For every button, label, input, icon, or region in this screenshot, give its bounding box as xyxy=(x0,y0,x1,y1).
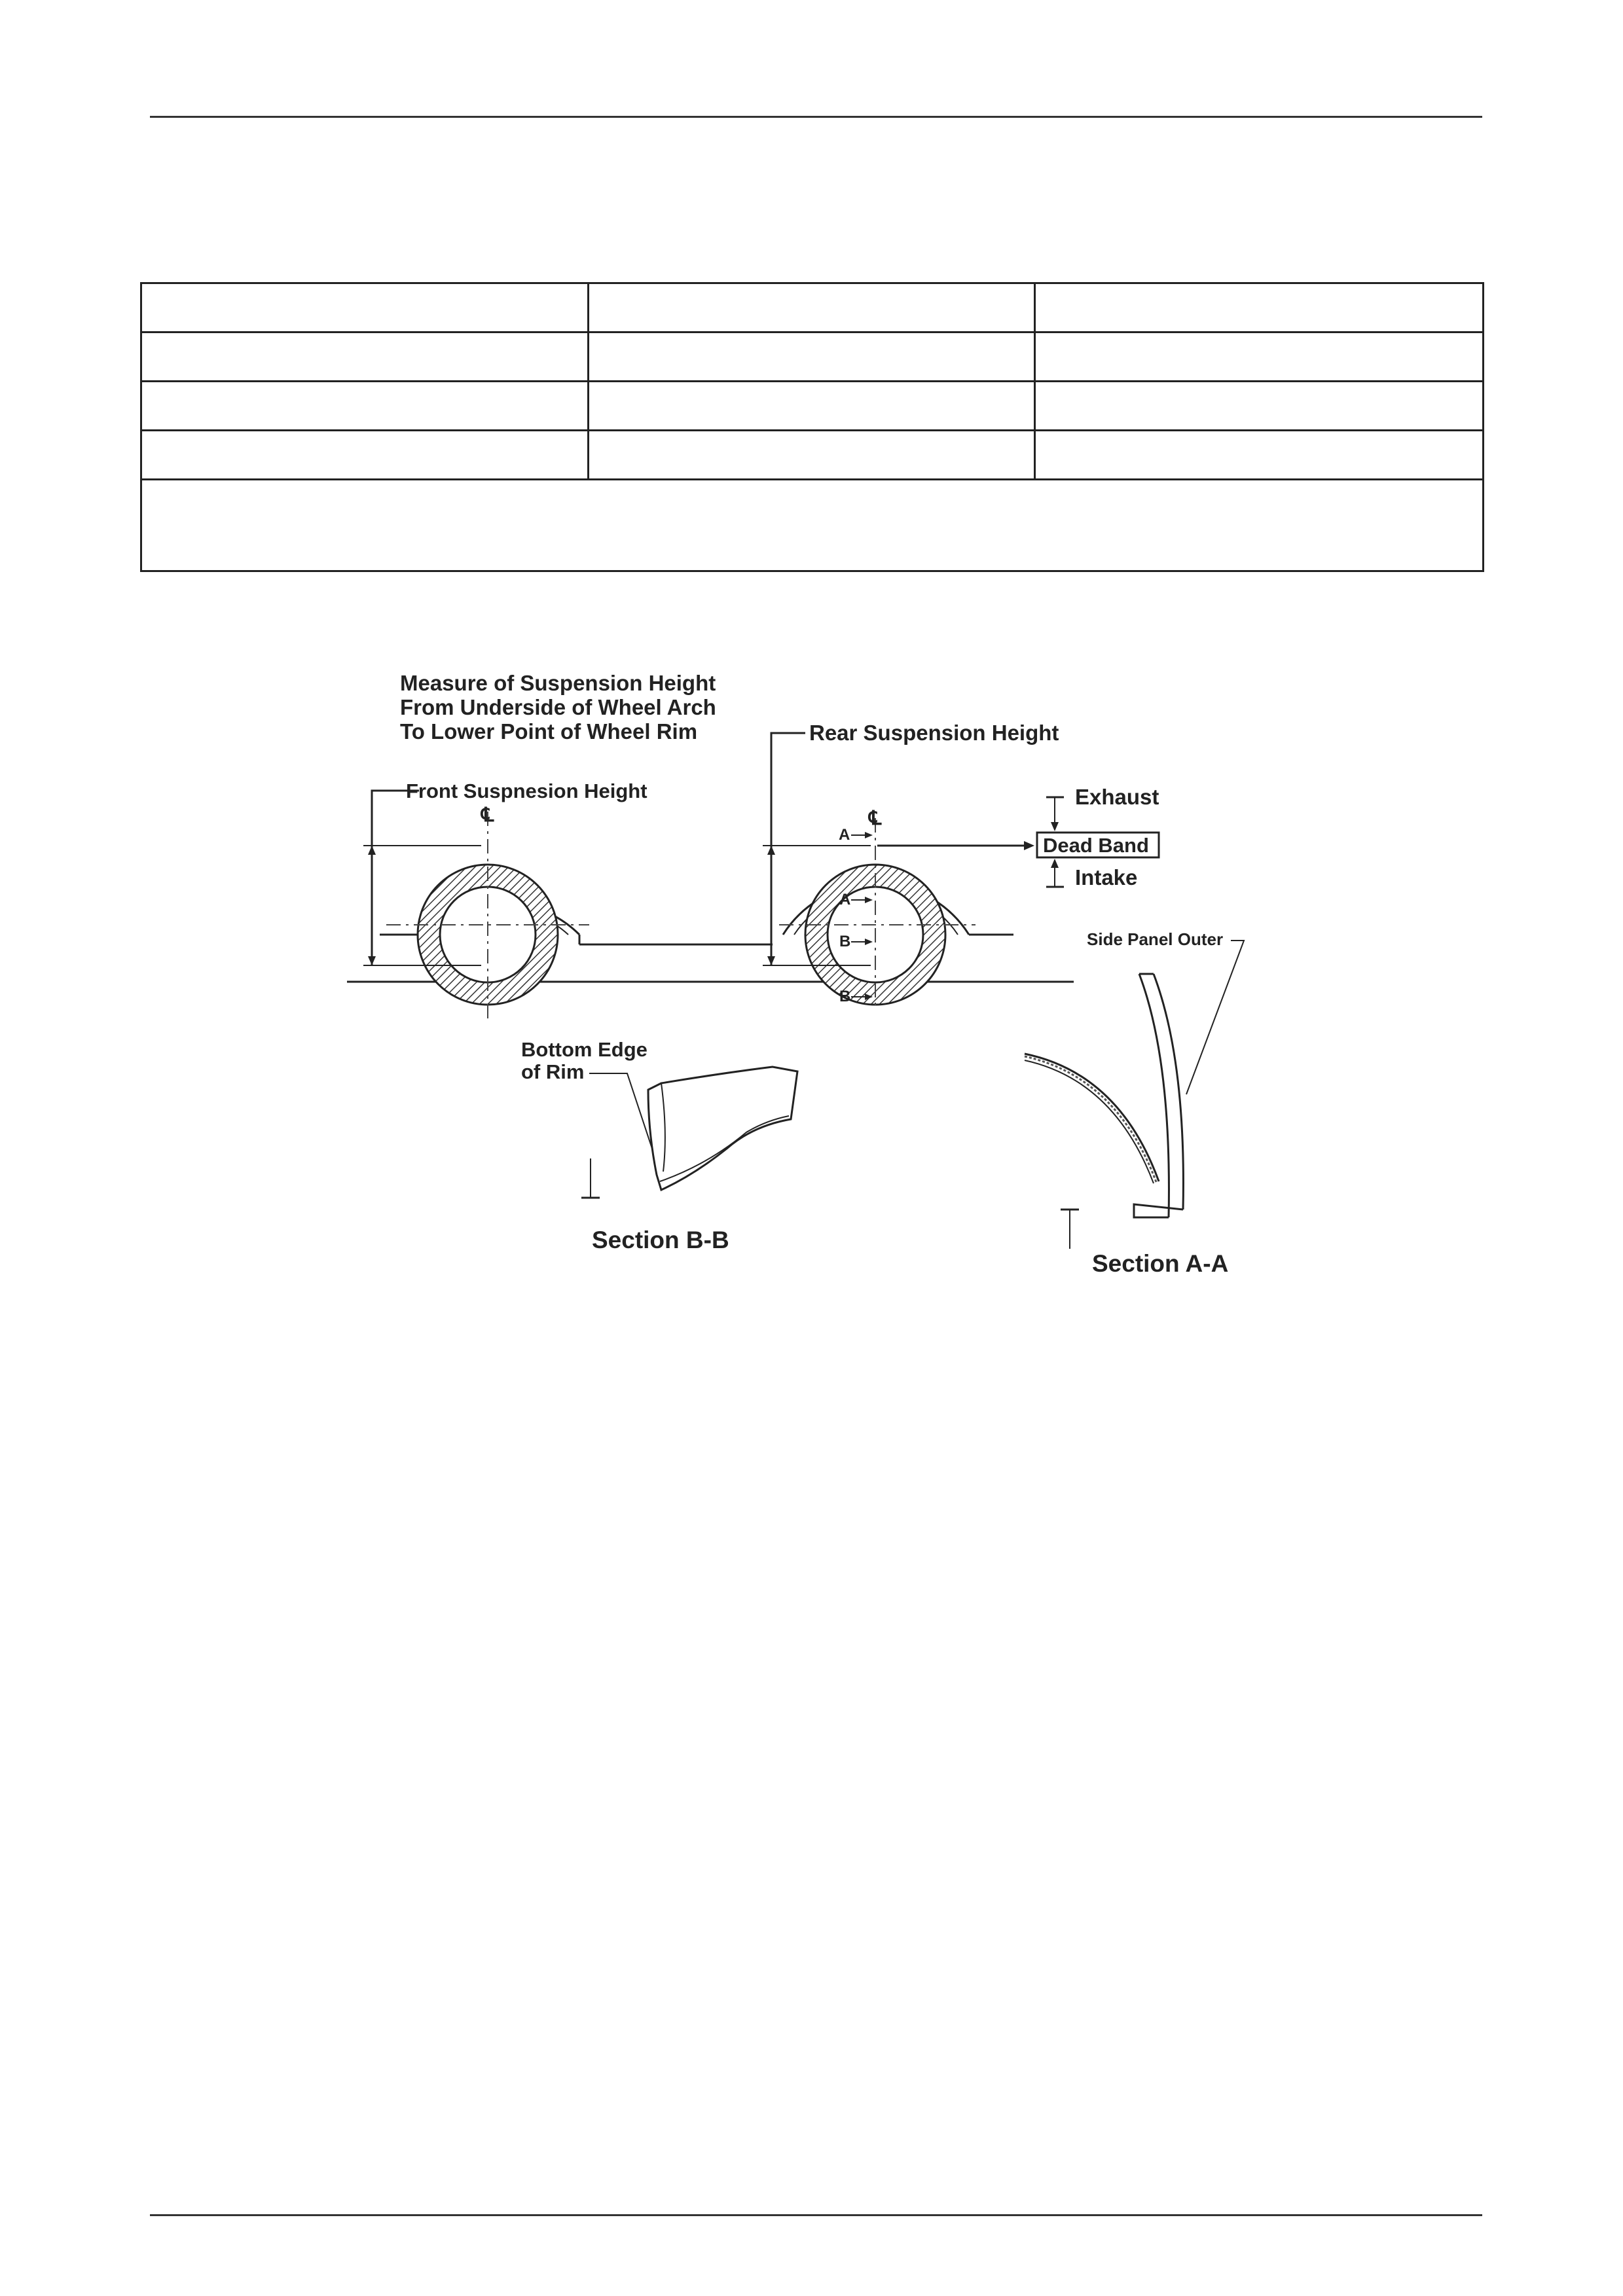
dead-band-arrow xyxy=(1024,841,1034,850)
section-a-marker-top: A xyxy=(839,826,850,844)
intake-label: Intake xyxy=(1075,865,1138,889)
table-cell xyxy=(588,382,1035,431)
table-note-row xyxy=(141,480,1484,571)
front-arrow-down xyxy=(368,956,376,965)
table-cell xyxy=(141,382,589,431)
table-row xyxy=(141,431,1484,480)
footer-rule xyxy=(150,2214,1482,2216)
table-note-cell xyxy=(141,480,1484,571)
table-row xyxy=(141,283,1484,332)
bottom-edge-label-line1: Bottom Edge xyxy=(521,1038,647,1061)
rear-suspension-label: Rear Suspension Height xyxy=(809,721,1059,745)
table-cell xyxy=(588,431,1035,480)
bottom-edge-label-line2: of Rim xyxy=(521,1060,585,1083)
section-bb-rim-profile xyxy=(648,1067,797,1190)
front-arrow-up xyxy=(368,846,376,855)
bottom-edge-leader xyxy=(589,1073,658,1166)
section-aa-panel-profile xyxy=(1025,974,1183,1217)
rear-leader-line xyxy=(771,733,805,965)
table-cell xyxy=(141,332,589,382)
measure-text-line1: Measure of Suspension Height xyxy=(400,671,716,695)
table-cell xyxy=(1035,431,1484,480)
exhaust-label: Exhaust xyxy=(1075,785,1159,809)
table-row xyxy=(141,332,1484,382)
table-cell xyxy=(1035,382,1484,431)
section-a-arrow-top xyxy=(865,832,873,838)
side-panel-outer-label: Side Panel Outer xyxy=(1087,929,1224,949)
dead-band-label: Dead Band xyxy=(1043,834,1149,857)
section-bb-title: Section B-B xyxy=(592,1227,729,1253)
section-b-marker-bottom: B xyxy=(839,988,851,1005)
section-aa-title: Section A-A xyxy=(1092,1250,1229,1277)
table-cell xyxy=(1035,283,1484,332)
front-leader-line xyxy=(372,791,419,965)
table-cell xyxy=(141,283,589,332)
rear-centerline-symbol: ℄ xyxy=(869,808,882,829)
rear-arrow-up xyxy=(767,846,775,855)
measure-text-line2: From Underside of Wheel Arch xyxy=(400,695,716,719)
section-a-marker-inner: A xyxy=(839,891,851,908)
table-cell xyxy=(1035,332,1484,382)
specification-table xyxy=(140,282,1484,572)
front-centerline-symbol: ℄ xyxy=(481,804,494,826)
rear-arrow-down xyxy=(767,956,775,965)
side-panel-leader xyxy=(1186,941,1244,1094)
front-suspension-label: Front Suspnesion Height xyxy=(406,780,647,802)
table-row xyxy=(141,382,1484,431)
suspension-height-diagram xyxy=(327,655,1309,1296)
table-cell xyxy=(588,283,1035,332)
measure-text-line3: To Lower Point of Wheel Rim xyxy=(400,719,698,744)
table-cell xyxy=(588,332,1035,382)
table-cell xyxy=(141,431,589,480)
header-rule xyxy=(150,116,1482,118)
section-b-marker-inner: B xyxy=(839,933,851,950)
